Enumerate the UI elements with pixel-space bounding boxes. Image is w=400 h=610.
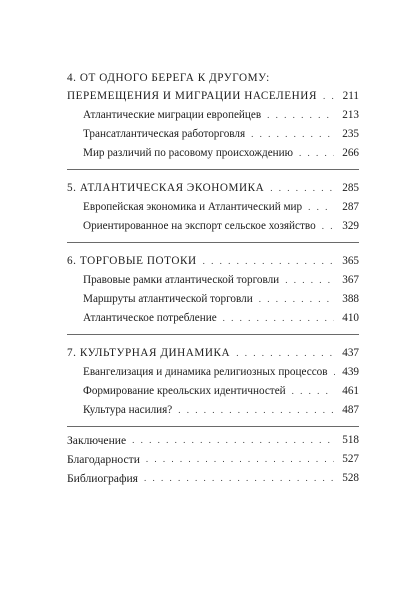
toc-chapter-7: [67, 344, 359, 427]
toc-chapter-entry[interactable]: [67, 179, 359, 198]
end-matter-title: Заключение: [67, 434, 127, 447]
page-number: 266: [342, 147, 359, 159]
dot-leader: [146, 450, 334, 469]
dot-leader: [203, 252, 334, 271]
toc-end-entry[interactable]: [67, 431, 359, 450]
section-title: Культура насилия?: [83, 404, 173, 416]
toc-chapter-6: [67, 252, 359, 335]
dot-leader: [299, 144, 334, 163]
toc-section-entry[interactable]: [67, 290, 359, 309]
toc-section-entry[interactable]: [67, 198, 359, 217]
toc-section-entry[interactable]: [67, 217, 359, 236]
section-title: Маршруты атлантической торговли: [83, 293, 253, 305]
toc-end-matter: [67, 431, 359, 488]
chapter-title: 5. АТЛАНТИЧЕСКАЯ ЭКОНОМИКА: [67, 182, 265, 194]
dot-leader: [178, 401, 334, 420]
dot-leader: [292, 382, 334, 401]
page-number: 461: [342, 385, 359, 397]
dot-leader: [223, 309, 334, 328]
divider: [67, 169, 359, 170]
section-title: Трансатлантическая работорговля: [83, 128, 246, 140]
section-title: Атлантические миграции европейцев: [83, 109, 262, 121]
toc-section-entry[interactable]: [67, 106, 359, 125]
divider: [67, 334, 359, 335]
page-number: 367: [342, 274, 359, 286]
section-title: Формирование креольских идентичностей: [83, 385, 286, 397]
dot-leader: [285, 271, 334, 290]
chapter-title: 6. ТОРГОВЫЕ ПОТОКИ: [67, 255, 197, 267]
toc-section-entry[interactable]: [67, 401, 359, 420]
dot-leader: [236, 344, 334, 363]
toc-chapter-entry[interactable]: [67, 252, 359, 271]
chapter-title-line1: 4. ОТ ОДНОГО БЕРЕГА К ДРУГОМУ:: [67, 72, 270, 84]
dot-leader: [259, 290, 334, 309]
dot-leader: [308, 198, 334, 217]
toc-chapter-entry[interactable]: [67, 344, 359, 363]
toc-chapter-4: [67, 70, 359, 170]
toc-end-entry[interactable]: [67, 469, 359, 488]
section-title: Атлантическое потребление: [83, 312, 217, 324]
page-number: 410: [342, 312, 359, 324]
page-number: 329: [342, 220, 359, 232]
toc-section-entry[interactable]: [67, 125, 359, 144]
page-number: 235: [342, 128, 359, 140]
page-number: 287: [342, 201, 359, 213]
chapter-title: 7. КУЛЬТУРНАЯ ДИНАМИКА: [67, 347, 231, 359]
page-number: 211: [342, 90, 359, 102]
toc-section-entry[interactable]: [67, 363, 359, 382]
divider: [67, 426, 359, 427]
dot-leader: [144, 469, 334, 488]
dot-leader: [267, 106, 334, 125]
page-number: 213: [342, 109, 359, 121]
section-title: Европейская экономика и Атлантический мир: [83, 201, 303, 213]
section-title: Евангелизация и динамика религиозных процессов: [83, 366, 328, 378]
page-number: 388: [342, 293, 359, 305]
section-title: Ориентированное на экспорт сельское хозяйство: [83, 220, 316, 232]
toc-section-entry[interactable]: [67, 309, 359, 328]
page-number: 365: [342, 255, 359, 267]
page-number: 528: [342, 472, 359, 484]
dot-leader: [322, 217, 334, 236]
page-number: 439: [342, 366, 359, 378]
dot-leader: [132, 431, 334, 450]
page-number: 527: [342, 453, 359, 465]
toc-section-entry[interactable]: [67, 144, 359, 163]
divider: [67, 242, 359, 243]
page-number: 487: [342, 404, 359, 416]
toc-chapter-entry[interactable]: [67, 87, 359, 106]
chapter-title: ПЕРЕМЕЩЕНИЯ И МИГРАЦИИ НАСЕЛЕНИЯ: [67, 90, 317, 102]
end-matter-title: Благодарности: [67, 453, 140, 466]
toc-section-entry[interactable]: [67, 382, 359, 401]
toc-section-entry[interactable]: [67, 271, 359, 290]
section-title: Правовые рамки атлантической торговли: [83, 274, 280, 286]
page-number: 437: [342, 347, 359, 359]
page-number: 518: [342, 434, 359, 446]
dot-leader: [270, 179, 334, 198]
dot-leader: [251, 125, 334, 144]
section-title: Мир различий по расовому происхождению: [83, 147, 294, 159]
page-number: 285: [342, 182, 359, 194]
toc-end-entry[interactable]: [67, 450, 359, 469]
dot-leader: [323, 87, 334, 106]
table-of-contents: [67, 70, 359, 488]
toc-chapter-5: [67, 179, 359, 243]
end-matter-title: Библиография: [67, 472, 139, 485]
